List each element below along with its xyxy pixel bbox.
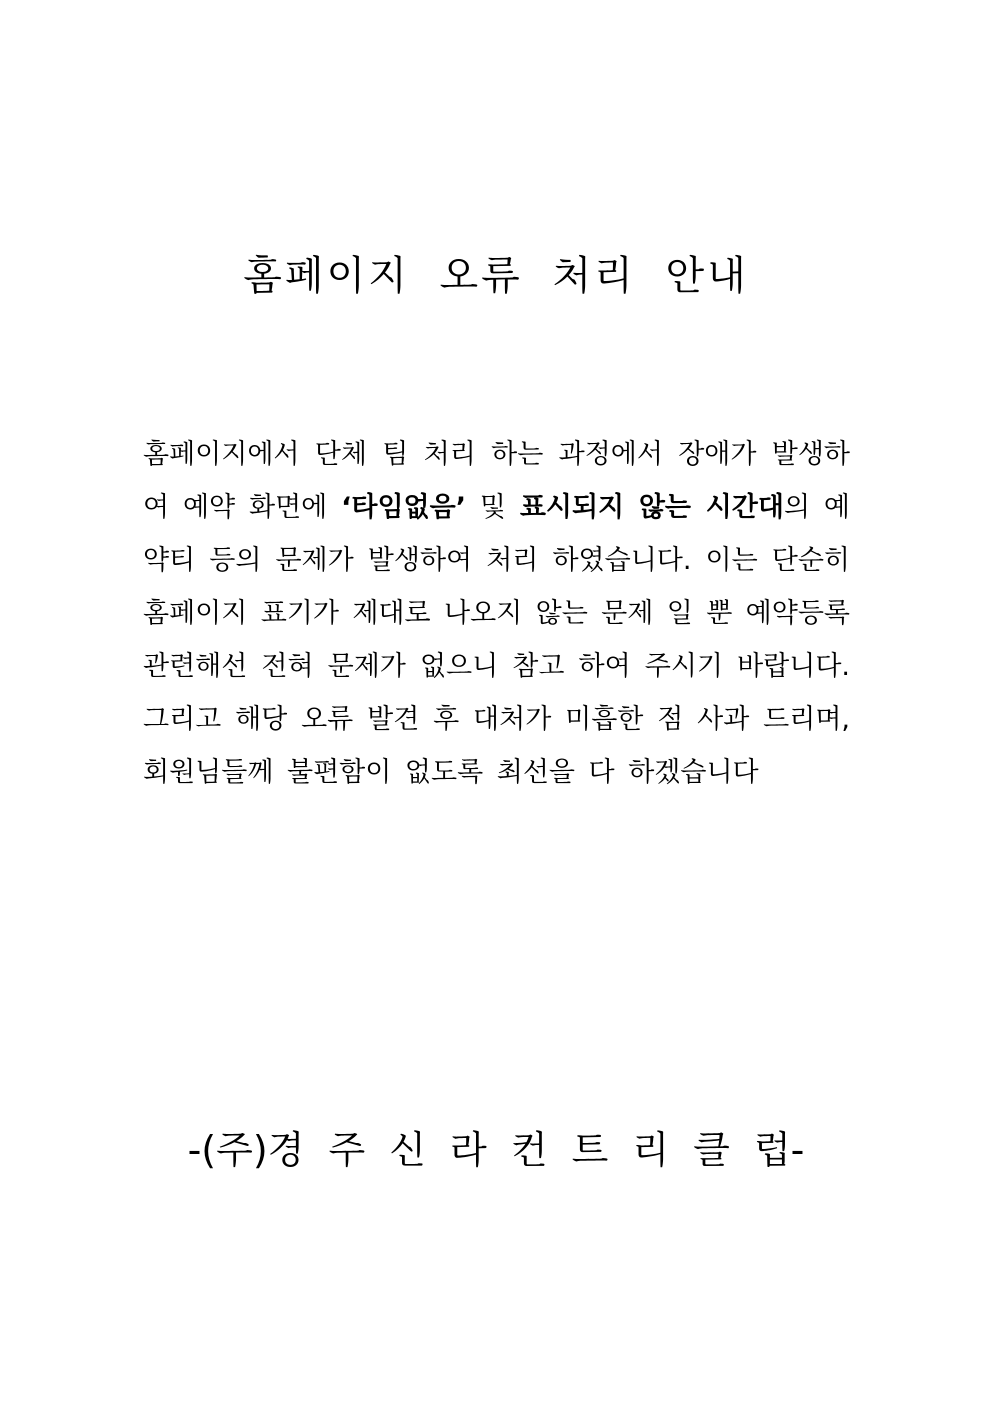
notice-line-6: 그리고 해당 오류 발견 후 대처가 미흡한 점 사과 드리며, bbox=[143, 704, 850, 735]
notice-line-2-prefix: 여 예약 화면에 bbox=[143, 492, 342, 523]
notice-line-4: 홈페이지 표기가 제대로 나오지 않는 문제 일 뿐 예약등록 bbox=[143, 598, 850, 629]
notice-body bbox=[143, 428, 850, 799]
emphasis-hidden-timeslot: 표시되지 않는 시간대 bbox=[519, 492, 784, 523]
notice-line-1: 홈페이지에서 단체 팀 처리 하는 과정에서 장애가 발생하 bbox=[143, 439, 850, 470]
notice-line-3: 약티 등의 문제가 발생하여 처리 하였습니다. 이는 단순히 bbox=[143, 545, 850, 576]
emphasis-no-time: ‘타임없음’ bbox=[341, 492, 466, 523]
notice-line-7: 회원님들께 불편함이 없도록 최선을 다 하겠습니다 bbox=[143, 757, 759, 788]
notice-line-2 bbox=[143, 481, 850, 534]
notice-line-2-suffix: 의 예 bbox=[783, 492, 850, 523]
company-signature: -(주)경 주 신 라 컨 트 리 클 럽- bbox=[187, 1128, 805, 1172]
notice-line-2-middle: 및 bbox=[465, 492, 520, 523]
page-title: 홈페이지 오류 처리 안내 bbox=[243, 253, 749, 299]
notice-line-5: 관련해선 전혀 문제가 없으니 참고 하여 주시기 바랍니다. bbox=[143, 651, 850, 682]
